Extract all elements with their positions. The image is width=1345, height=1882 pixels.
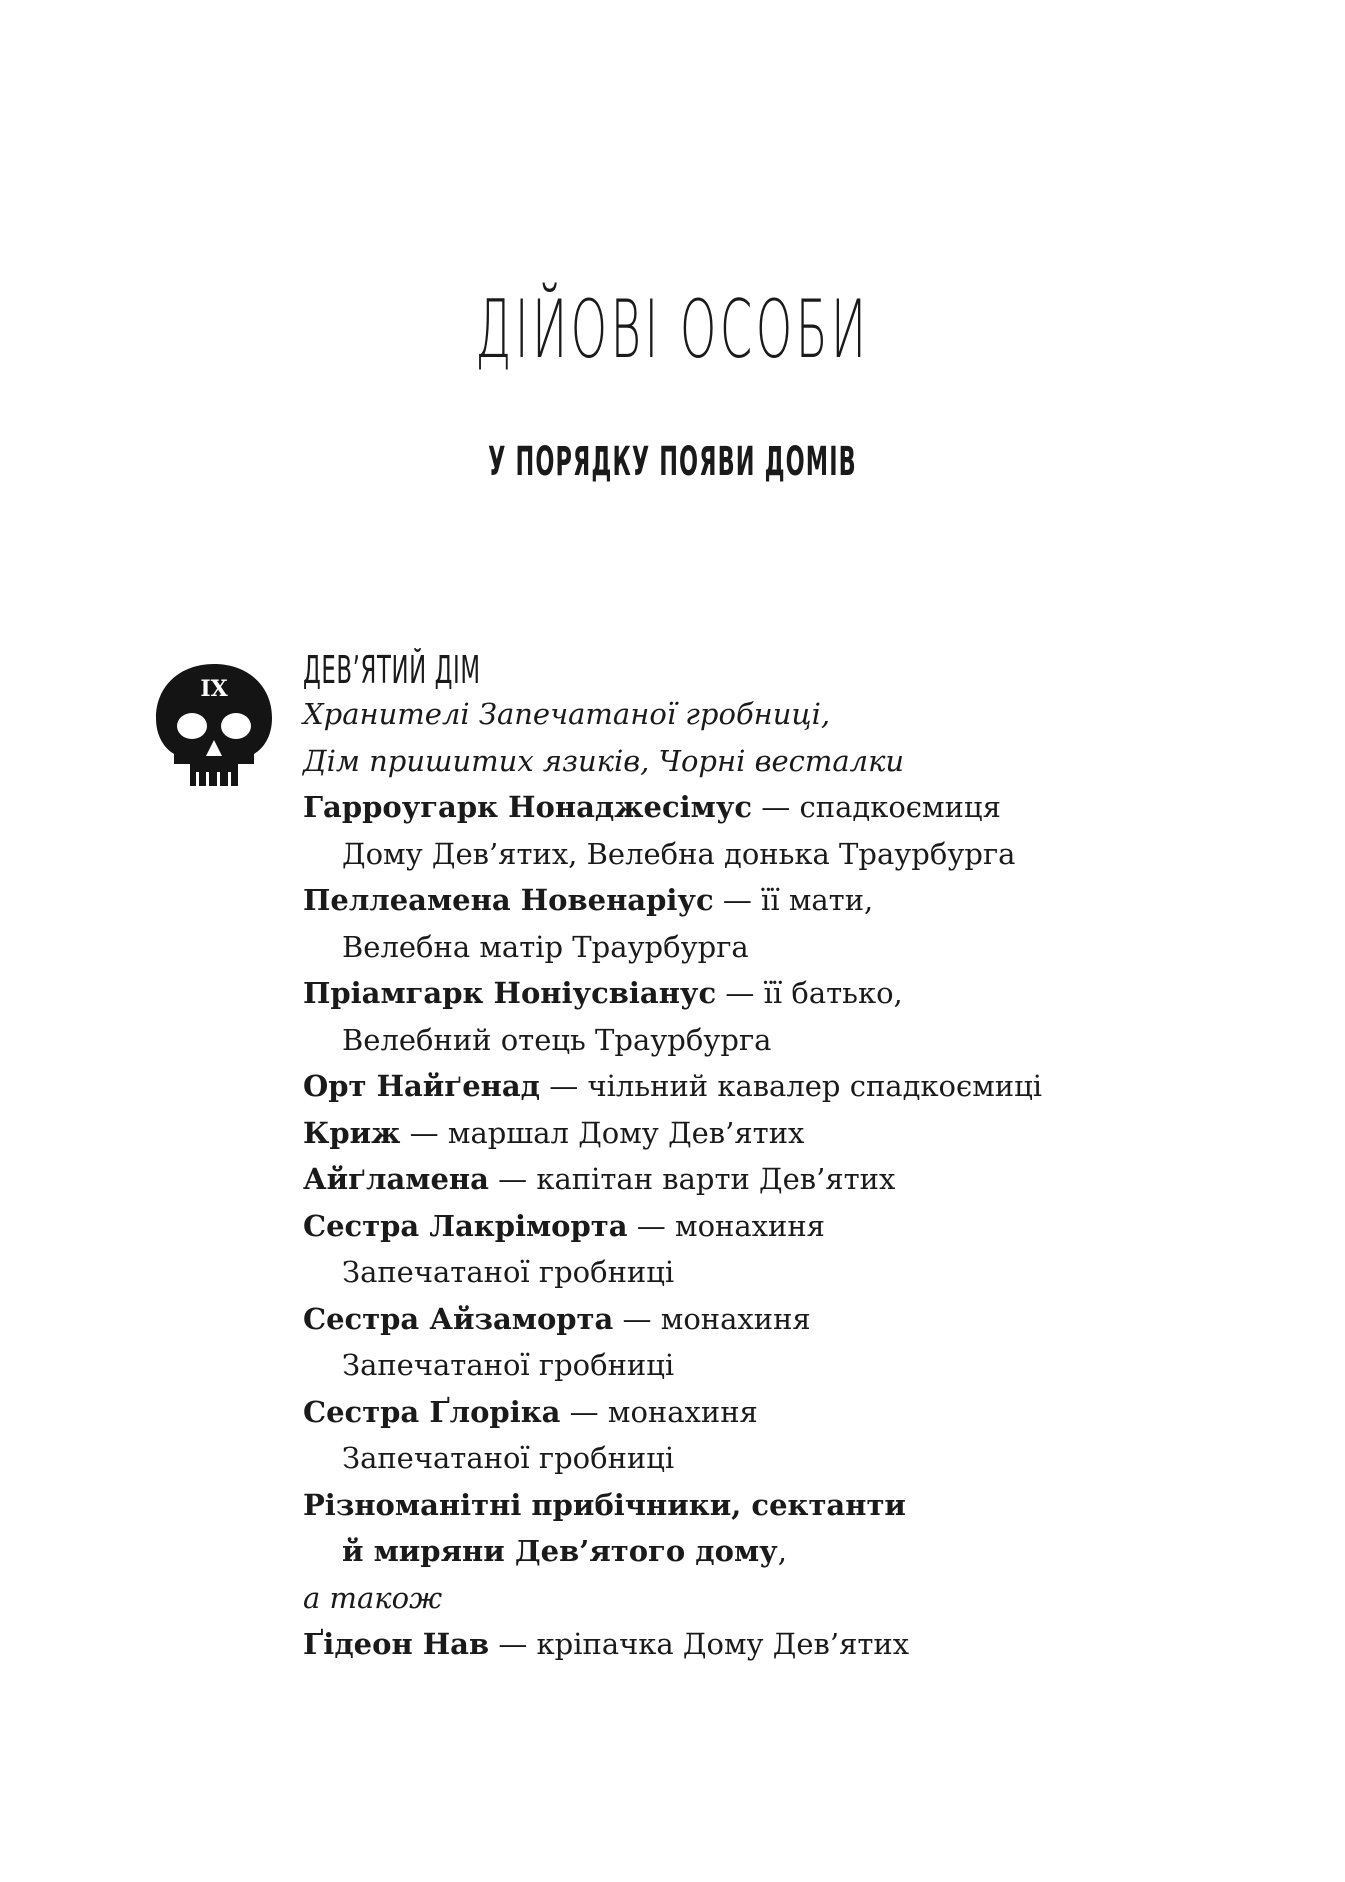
character-roster: [303, 691, 1303, 1668]
also-label: а також: [303, 1580, 443, 1615]
character-role: — спадкоємиця: [752, 790, 1001, 824]
emblem-numeral: IX: [200, 676, 228, 702]
character-role-continued: Запечатаної гробниці: [342, 1441, 675, 1475]
character-entry: [303, 877, 1303, 924]
character-role-continued: Дому Дев’ятих, Велебна донька Траурбурга: [342, 836, 1016, 871]
character-role: — кріпачка Дому Дев’ятих: [489, 1627, 910, 1661]
character-entry: [303, 1156, 1303, 1203]
house-name: ДЕВ’ЯТИЙ ДІМ: [303, 648, 481, 692]
character-entry: [303, 1063, 1303, 1110]
character-name: Сестра Ґлоріка: [303, 1394, 561, 1429]
house-epithet: Хранителі Запечатаної гробниці,: [303, 697, 831, 731]
skull-icon: [152, 660, 276, 790]
character-name: Пріамгарк Ноніусвіанус: [303, 976, 717, 1010]
character-role: — монахиня: [627, 1208, 825, 1243]
character-entry: [303, 1110, 1303, 1157]
character-name: Орт Найґенад: [303, 1069, 541, 1103]
character-role: — чільний кавалер спадкоємиці: [540, 1069, 1043, 1103]
character-name: Сестра Лакріморта: [303, 1208, 628, 1243]
character-role-continued: Велебний отець Траурбурга: [342, 1022, 772, 1057]
page-title: ДІЙОВІ ОСОБИ: [475, 283, 870, 376]
character-entry: [303, 1621, 1303, 1668]
character-name: Криж: [303, 1115, 401, 1150]
misc-followers-tail: ,: [777, 1534, 787, 1568]
character-name: Айґламена: [303, 1162, 489, 1196]
misc-followers-continued: [303, 1528, 1303, 1575]
character-role-continued: Велебна матір Траурбурга: [342, 929, 749, 964]
character-role: — монахиня: [613, 1301, 811, 1336]
page-subtitle: У ПОРЯДКУ ПОЯВИ ДОМІВ: [488, 439, 857, 485]
character-entry: [303, 1296, 1303, 1343]
character-entry: [303, 1389, 1303, 1436]
character-role: — маршал Дому Дев’ятих: [400, 1115, 805, 1150]
character-name: Пеллеамена Новенаріус: [303, 883, 714, 917]
character-role-continued: Запечатаної гробниці: [342, 1348, 675, 1382]
character-role: — її батько,: [716, 976, 903, 1010]
character-entry: [303, 970, 1303, 1017]
character-name: Гарроугарк Нонаджесімус: [303, 790, 753, 824]
character-role: — капітан варти Дев’ятих: [488, 1162, 896, 1196]
misc-followers-name: й миряни Дев’ятого дому: [342, 1534, 778, 1568]
character-role: — її мати,: [713, 883, 874, 917]
character-role: — монахиня: [560, 1394, 758, 1429]
misc-followers: Різноманітні прибічники, сектанти: [303, 1487, 906, 1522]
character-name: Ґідеон Нав: [303, 1627, 490, 1661]
character-entry: [303, 784, 1303, 831]
character-entry: [303, 1203, 1303, 1250]
character-name: Сестра Айзаморта: [303, 1301, 614, 1336]
house-epithet: Дім пришитих язиків, Чорні весталки: [303, 743, 905, 778]
character-role-continued: Запечатаної гробниці: [342, 1255, 675, 1289]
